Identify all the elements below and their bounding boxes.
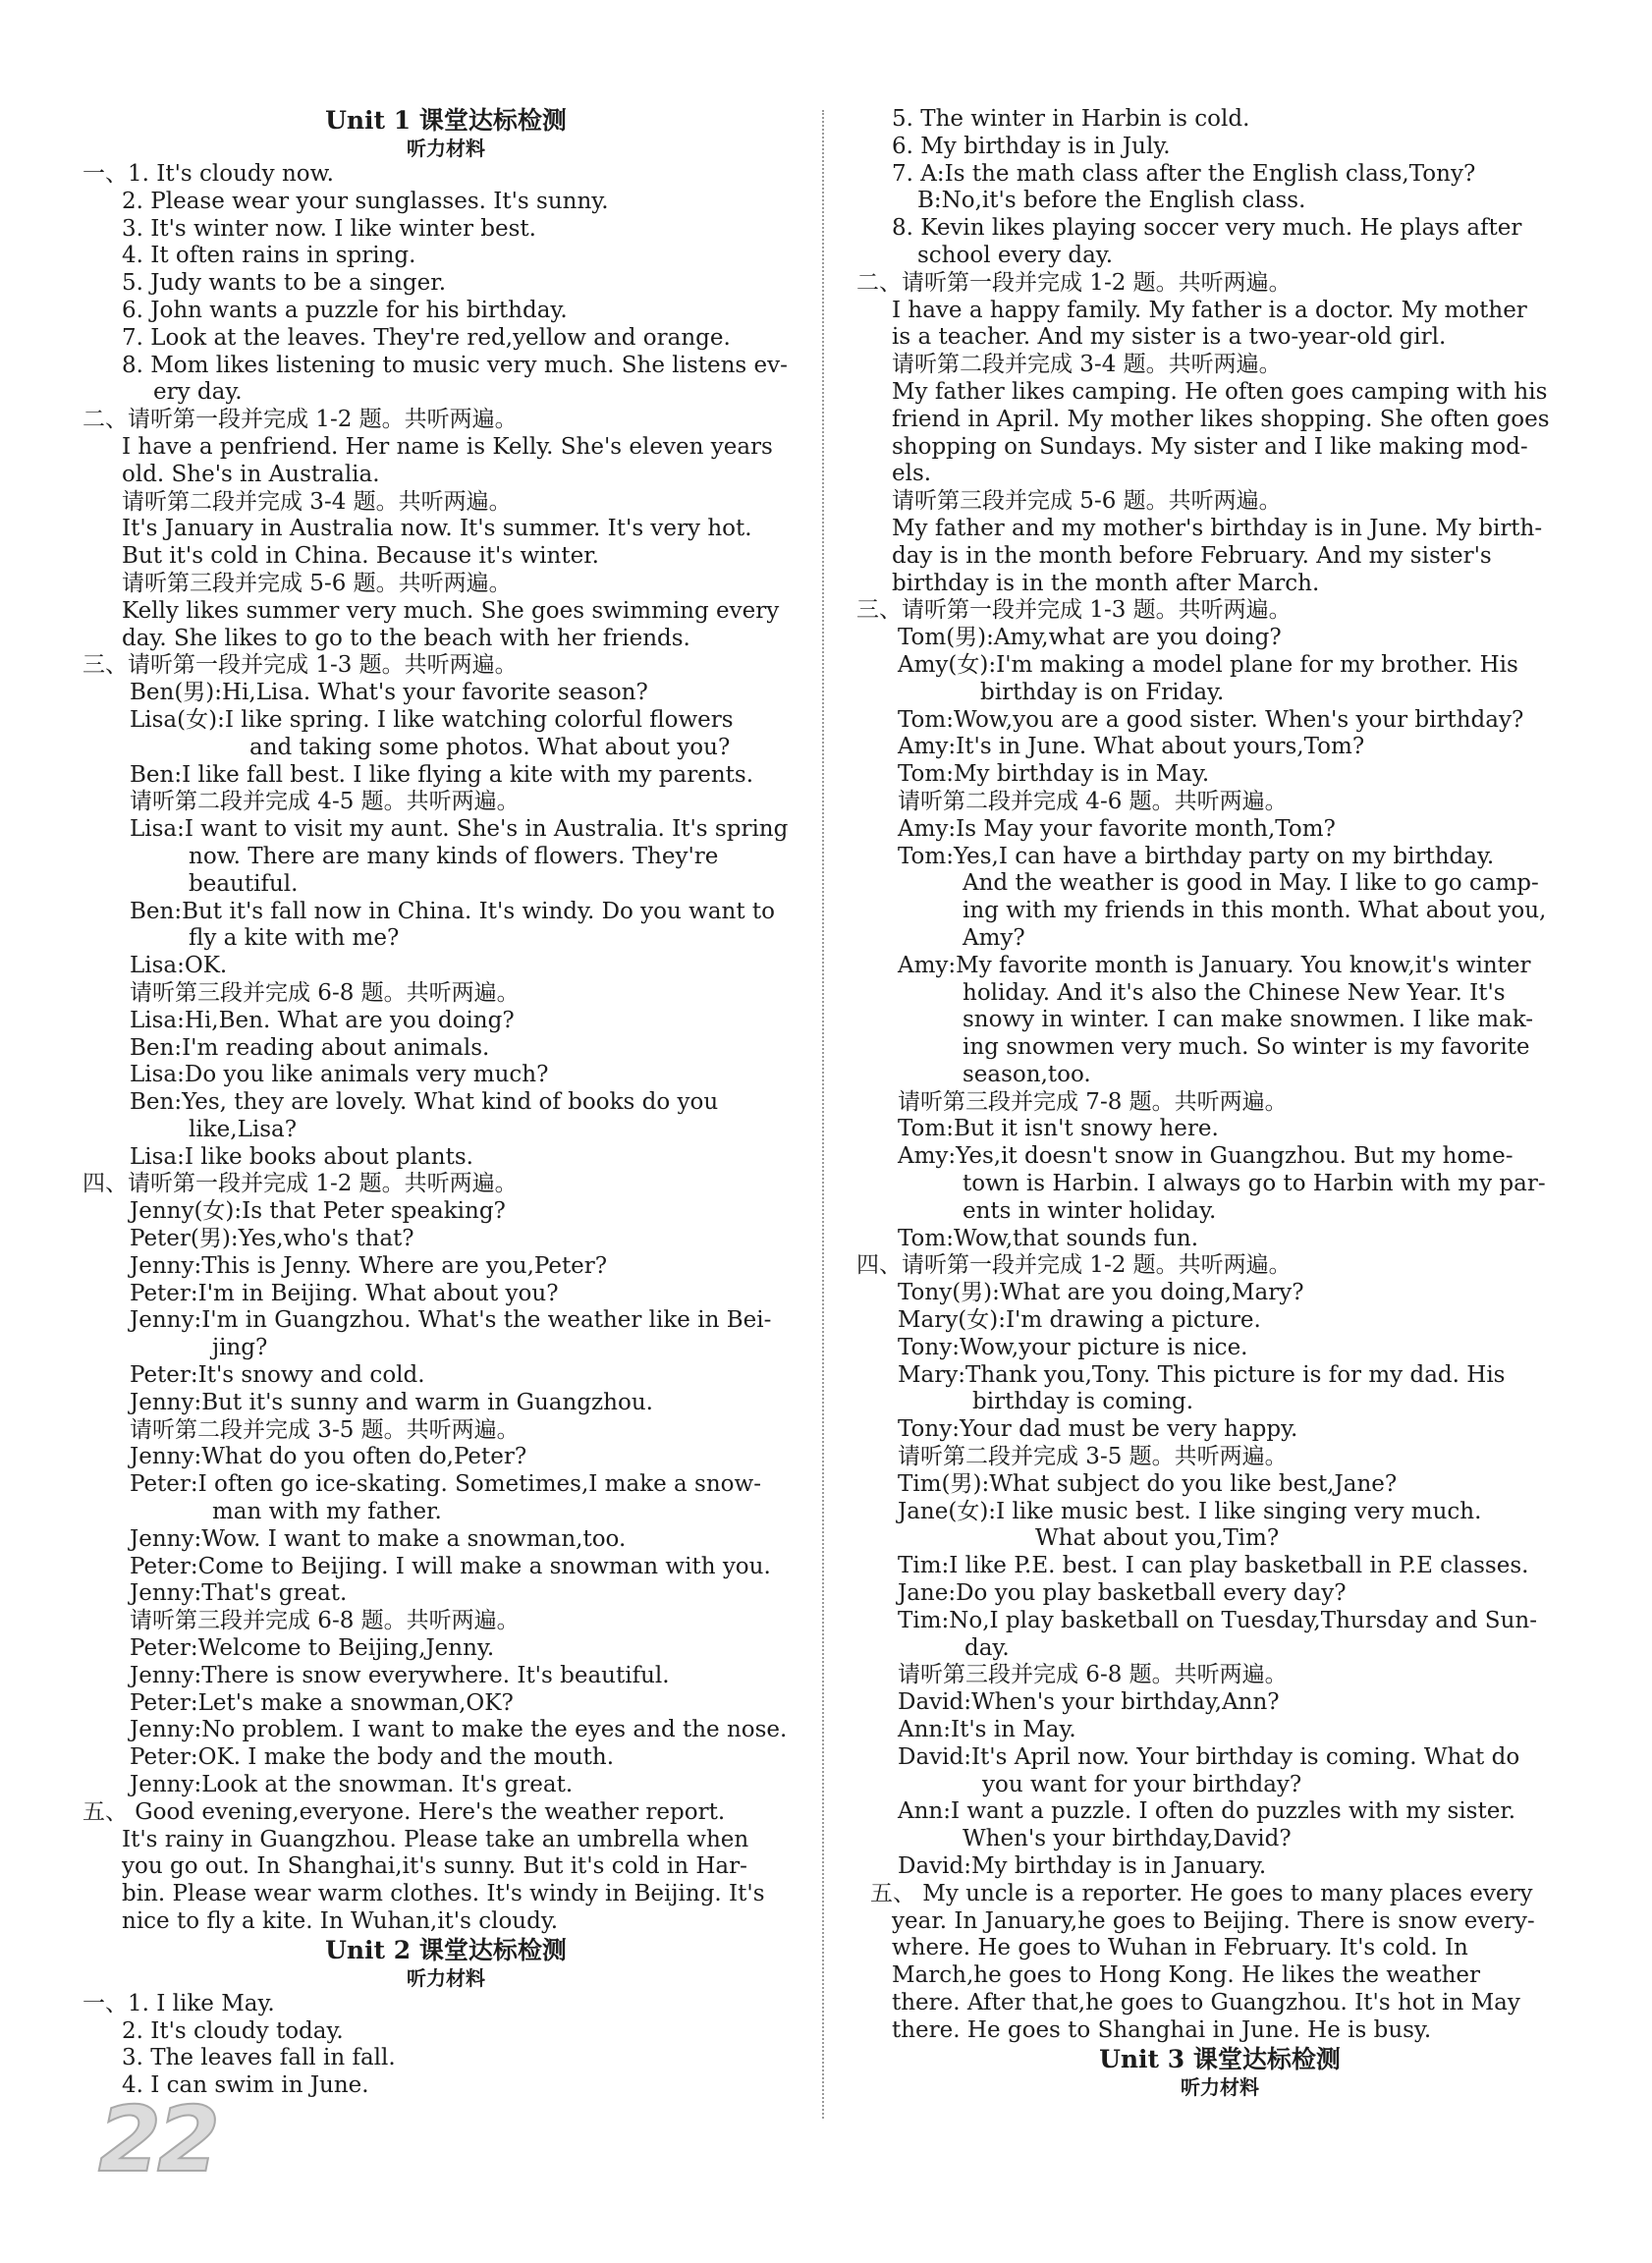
text-line: like,Lisa? <box>189 1116 298 1142</box>
text-line: 二、请听第一段并完成 1-2 题。共听两遍。 <box>856 269 1292 296</box>
text-line: 3. The leaves fall in fall. <box>122 2045 396 2071</box>
text-line: 7. Look at the leaves. They're red,yellow and orange. <box>122 324 731 351</box>
text-line: ing with my friends in this month. What about you, <box>963 898 1547 924</box>
text-line: Lisa:I like books about plants. <box>130 1143 473 1170</box>
unit-title: Unit 2 课堂达标检测 <box>325 1935 567 1964</box>
text-line: 三、请听第一段并完成 1-3 题。共听两遍。 <box>83 652 518 679</box>
text-line: birthday is in the month after March. <box>892 570 1320 596</box>
text-line: Lisa:Do you like animals very much? <box>130 1062 549 1088</box>
text-line: My father and my mother's birthday is in June. My birth- <box>892 515 1543 541</box>
text-line: Peter(男):Yes,who's that? <box>130 1226 414 1252</box>
text-line: jing? <box>212 1335 268 1361</box>
text-line: Tony:Wow,your picture is nice. <box>898 1334 1248 1360</box>
text-line: Tim:No,I play basketball on Tuesday,Thursday and Sun- <box>898 1607 1537 1633</box>
text-line: Jane(女):I like music best. I like singing very much. <box>898 1498 1482 1524</box>
text-line: Peter:Welcome to Beijing,Jenny. <box>130 1635 495 1662</box>
text-line: Peter:I often go ice-skating. Sometimes,I make a snow- <box>130 1471 761 1498</box>
text-line: there. He goes to Shanghai in June. He is busy. <box>892 2016 1432 2043</box>
text-line: 请听第三段并完成 6-8 题。共听两遍。 <box>130 979 520 1006</box>
text-line: fly a kite with me? <box>189 925 400 952</box>
text-line: It's rainy in Guangzhou. Please take an umbrella when <box>122 1826 749 1852</box>
right-column <box>856 106 1550 2100</box>
text-line: But it's cold in China. Because it's winter. <box>122 543 599 570</box>
text-line: Ann:It's in May. <box>898 1717 1076 1743</box>
text-line: And the weather is good in May. I like to go camp- <box>963 870 1539 897</box>
text-line: 请听第三段并完成 6-8 题。共听两遍。 <box>130 1608 520 1634</box>
left-column <box>83 106 789 2100</box>
text-line: 8. Mom likes listening to music very much. She listens ev- <box>122 352 788 378</box>
text-line: school every day. <box>917 242 1114 268</box>
text-line: 一、1. I like May. <box>83 1990 275 2016</box>
text-line: Peter:Come to Beijing. I will make a snowman with you. <box>130 1553 771 1579</box>
text-line: My father likes camping. He often goes camping with his <box>892 378 1548 405</box>
text-line: 请听第二段并完成 4-5 题。共听两遍。 <box>130 789 520 815</box>
text-line: nice to fly a kite. In Wuhan,it's cloudy. <box>122 1908 559 1934</box>
text-line: Lisa(女):I like spring. I like watching colorful flowers <box>130 706 734 733</box>
text-line: Jenny:There is snow everywhere. It's beautiful. <box>130 1662 670 1688</box>
text-line: David:My birthday is in January. <box>898 1853 1267 1879</box>
text-line: Peter:I'm in Beijing. What about you? <box>130 1280 559 1306</box>
text-line: friend in April. My mother likes shopping. She often goes <box>892 406 1550 432</box>
text-line: season,too. <box>963 1061 1091 1087</box>
text-line: David:When's your birthday,Ann? <box>898 1689 1280 1716</box>
text-line: 请听第三段并完成 5-6 题。共听两遍。 <box>892 488 1282 515</box>
text-line: 四、请听第一段并完成 1-2 题。共听两遍。 <box>83 1171 518 1197</box>
column-divider <box>822 110 825 2119</box>
text-line: Tom:Wow,that sounds fun. <box>898 1225 1199 1251</box>
text-line: It's January in Australia now. It's summer. It's very hot. <box>122 516 752 542</box>
section-subtitle: 听力材料 <box>1181 2074 1259 2099</box>
text-line: Lisa:I want to visit my aunt. She's in Australia. It's spring <box>130 816 789 843</box>
text-line: bin. Please wear warm clothes. It's windy in Beijing. It's <box>122 1881 765 1907</box>
text-line: Ben:But it's fall now in China. It's windy. Do you want to <box>130 898 776 924</box>
text-line: snowy in winter. I can make snowmen. I like mak- <box>963 1007 1534 1033</box>
text-line: Tom:But it isn't snowy here. <box>898 1116 1219 1142</box>
text-line: I have a penfriend. Her name is Kelly. She's eleven years <box>122 433 773 460</box>
text-line: 4. It often rains in spring. <box>122 243 416 269</box>
text-line: ery day. <box>153 379 243 406</box>
text-line: beautiful. <box>189 870 299 897</box>
text-line: 请听第二段并完成 3-5 题。共听两遍。 <box>898 1444 1288 1470</box>
text-line: there. After that,he goes to Guangzhou. It's hot in May <box>892 1989 1520 2015</box>
text-line: Jenny:No problem. I want to make the eyes and the nose. <box>130 1717 788 1743</box>
text-line: now. There are many kinds of flowers. They're <box>189 843 719 869</box>
text-line: birthday is on Friday. <box>980 679 1225 705</box>
text-line: Mary(女):I'm drawing a picture. <box>898 1307 1261 1334</box>
text-line: holiday. And it's also the Chinese New Year. It's <box>963 979 1506 1006</box>
page-number: 22 <box>98 2087 217 2192</box>
text-line: Ben:Yes, they are lovely. What kind of books do you <box>130 1089 719 1116</box>
text-line: Lisa:Hi,Ben. What are you doing? <box>130 1007 515 1033</box>
text-line: Jenny:This is Jenny. Where are you,Peter? <box>130 1252 608 1279</box>
text-line: Tom(男):Amy,what are you doing? <box>898 625 1282 651</box>
text-line: Peter:It's snowy and cold. <box>130 1362 425 1389</box>
text-line: Jenny:Wow. I want to make a snowman,too. <box>130 1525 627 1552</box>
text-line: David:It's April now. Your birthday is coming. What do <box>898 1743 1520 1770</box>
text-line: shopping on Sundays. My sister and I like making mod- <box>892 433 1528 460</box>
text-line: 四、请听第一段并完成 1-2 题。共听两遍。 <box>856 1252 1292 1279</box>
text-line: 请听第二段并完成 3-4 题。共听两遍。 <box>892 352 1282 378</box>
text-line: 7. A:Is the math class after the English class,Tony? <box>892 160 1476 187</box>
text-line: els. <box>892 461 932 487</box>
text-line: 2. Please wear your sunglasses. It's sunny. <box>122 188 609 214</box>
text-line: Tom:My birthday is in May. <box>898 761 1210 788</box>
text-line: Ann:I want a puzzle. I often do puzzles with my sister. <box>898 1798 1516 1825</box>
text-line: Amy? <box>963 924 1025 951</box>
unit-title: Unit 1 课堂达标检测 <box>325 106 567 135</box>
text-line: old. She's in Australia. <box>122 461 380 487</box>
section-subtitle: 听力材料 <box>407 1965 485 1990</box>
text-line: Peter:Let's make a snowman,OK? <box>130 1689 514 1716</box>
text-line: I have a happy family. My father is a doctor. My mother <box>892 297 1527 323</box>
text-line: ents in winter holiday. <box>963 1197 1217 1224</box>
text-line: 请听第三段并完成 5-6 题。共听两遍。 <box>122 570 512 596</box>
text-line: 请听第三段并完成 7-8 题。共听两遍。 <box>898 1088 1288 1115</box>
text-line: Kelly likes summer very much. She goes swimming every <box>122 597 780 624</box>
text-line: Amy:It's in June. What about yours,Tom? <box>898 734 1365 760</box>
text-line: day. <box>964 1634 1010 1661</box>
text-line: 3. It's winter now. I like winter best. <box>122 215 536 242</box>
text-line: Ben:I'm reading about animals. <box>130 1034 490 1061</box>
text-line: day is in the month before February. And my sister's <box>892 542 1492 569</box>
text-line: Tony(男):What are you doing,Mary? <box>898 1280 1304 1306</box>
text-line: 五、 My uncle is a reporter. He goes to many places every <box>870 1880 1533 1906</box>
text-line: Ben:I like fall best. I like flying a kite with my parents. <box>130 761 754 788</box>
text-line: Jenny:What do you often do,Peter? <box>130 1444 527 1470</box>
text-line: What about you,Tim? <box>1035 1525 1280 1552</box>
text-line: Tony:Your dad must be very happy. <box>898 1416 1298 1443</box>
text-line: Jenny:Look at the snowman. It's great. <box>130 1772 574 1798</box>
unit-title: Unit 3 课堂达标检测 <box>1099 2044 1341 2073</box>
text-line: man with my father. <box>212 1499 442 1525</box>
text-line: 2. It's cloudy today. <box>122 2017 344 2044</box>
text-line: Amy(女):I'm making a model plane for my brother. His <box>898 651 1518 678</box>
text-line: you want for your birthday? <box>982 1771 1302 1797</box>
text-line: 5. The winter in Harbin is cold. <box>892 106 1250 132</box>
text-line: Peter:OK. I make the body and the mouth. <box>130 1744 615 1771</box>
text-line: 二、请听第一段并完成 1-2 题。共听两遍。 <box>83 407 518 433</box>
text-line: 6. John wants a puzzle for his birthday. <box>122 297 568 323</box>
text-line: Tim(男):What subject do you like best,Jane? <box>898 1470 1398 1497</box>
text-line: Tom:Wow,you are a good sister. When's your birthday? <box>898 706 1524 733</box>
text-line: 请听第二段并完成 3-4 题。共听两遍。 <box>122 488 512 515</box>
text-line: Jenny:That's great. <box>130 1580 348 1607</box>
text-line: Jane:Do you play basketball every day? <box>898 1580 1347 1607</box>
text-line: 请听第二段并完成 3-5 题。共听两遍。 <box>130 1416 520 1443</box>
text-line: 请听第三段并完成 6-8 题。共听两遍。 <box>898 1662 1288 1688</box>
text-line: Jenny:But it's sunny and warm in Guangzhou. <box>130 1389 653 1415</box>
text-line: 6. My birthday is in July. <box>892 133 1171 159</box>
text-line: Amy:Is May your favorite month,Tom? <box>898 815 1336 842</box>
text-line: March,he goes to Hong Kong. He likes the weather <box>892 1962 1481 1989</box>
section-subtitle: 听力材料 <box>407 137 485 160</box>
text-line: When's your birthday,David? <box>963 1826 1292 1852</box>
text-line: Tom:Yes,I can have a birthday party on my birthday. <box>898 843 1495 869</box>
text-line: 一、1. It's cloudy now. <box>83 161 334 187</box>
text-line: Lisa:OK. <box>130 953 228 979</box>
text-line: 五、 Good evening,everyone. Here's the weather report. <box>83 1798 726 1825</box>
text-line: B:No,it's before the English class. <box>917 188 1306 214</box>
text-line: Jenny:I'm in Guangzhou. What's the weather like in Bei- <box>130 1307 772 1334</box>
text-line: is a teacher. And my sister is a two-year-old girl. <box>892 324 1447 351</box>
text-line: 8. Kevin likes playing soccer very much. He plays after <box>892 215 1522 242</box>
text-line: Mary:Thank you,Tony. This picture is for my dad. His <box>898 1361 1506 1388</box>
text-line: 5. Judy wants to be a singer. <box>122 270 447 297</box>
text-line: town is Harbin. I always go to Harbin with my par- <box>963 1171 1546 1197</box>
text-line: 4. I can swim in June. <box>122 2072 369 2099</box>
text-line: day. She likes to go to the beach with her friends. <box>122 625 690 651</box>
text-line: Amy:Yes,it doesn't snow in Guangzhou. But my home- <box>898 1143 1514 1170</box>
text-line: you go out. In Shanghai,it's sunny. But it's cold in Har- <box>122 1853 747 1880</box>
text-line: Jenny(女):Is that Peter speaking? <box>130 1198 506 1225</box>
text-line: 三、请听第一段并完成 1-3 题。共听两遍。 <box>856 597 1292 624</box>
text-line: 请听第二段并完成 4-6 题。共听两遍。 <box>898 788 1288 814</box>
text-line: Amy:My favorite month is January. You know,it's winter <box>898 952 1531 978</box>
text-line: Tim:I like P.E. best. I can play basketball in P.E classes. <box>898 1553 1529 1579</box>
text-line: ing snowmen very much. So winter is my favorite <box>963 1034 1530 1061</box>
text-line: year. In January,he goes to Beijing. There is snow every- <box>892 1907 1535 1934</box>
text-line: Ben(男):Hi,Lisa. What's your favorite season? <box>130 680 648 706</box>
text-line: and taking some photos. What about you? <box>249 734 731 760</box>
text-line: where. He goes to Wuhan in February. It's cold. In <box>892 1935 1468 1961</box>
text-line: birthday is coming. <box>972 1389 1194 1415</box>
